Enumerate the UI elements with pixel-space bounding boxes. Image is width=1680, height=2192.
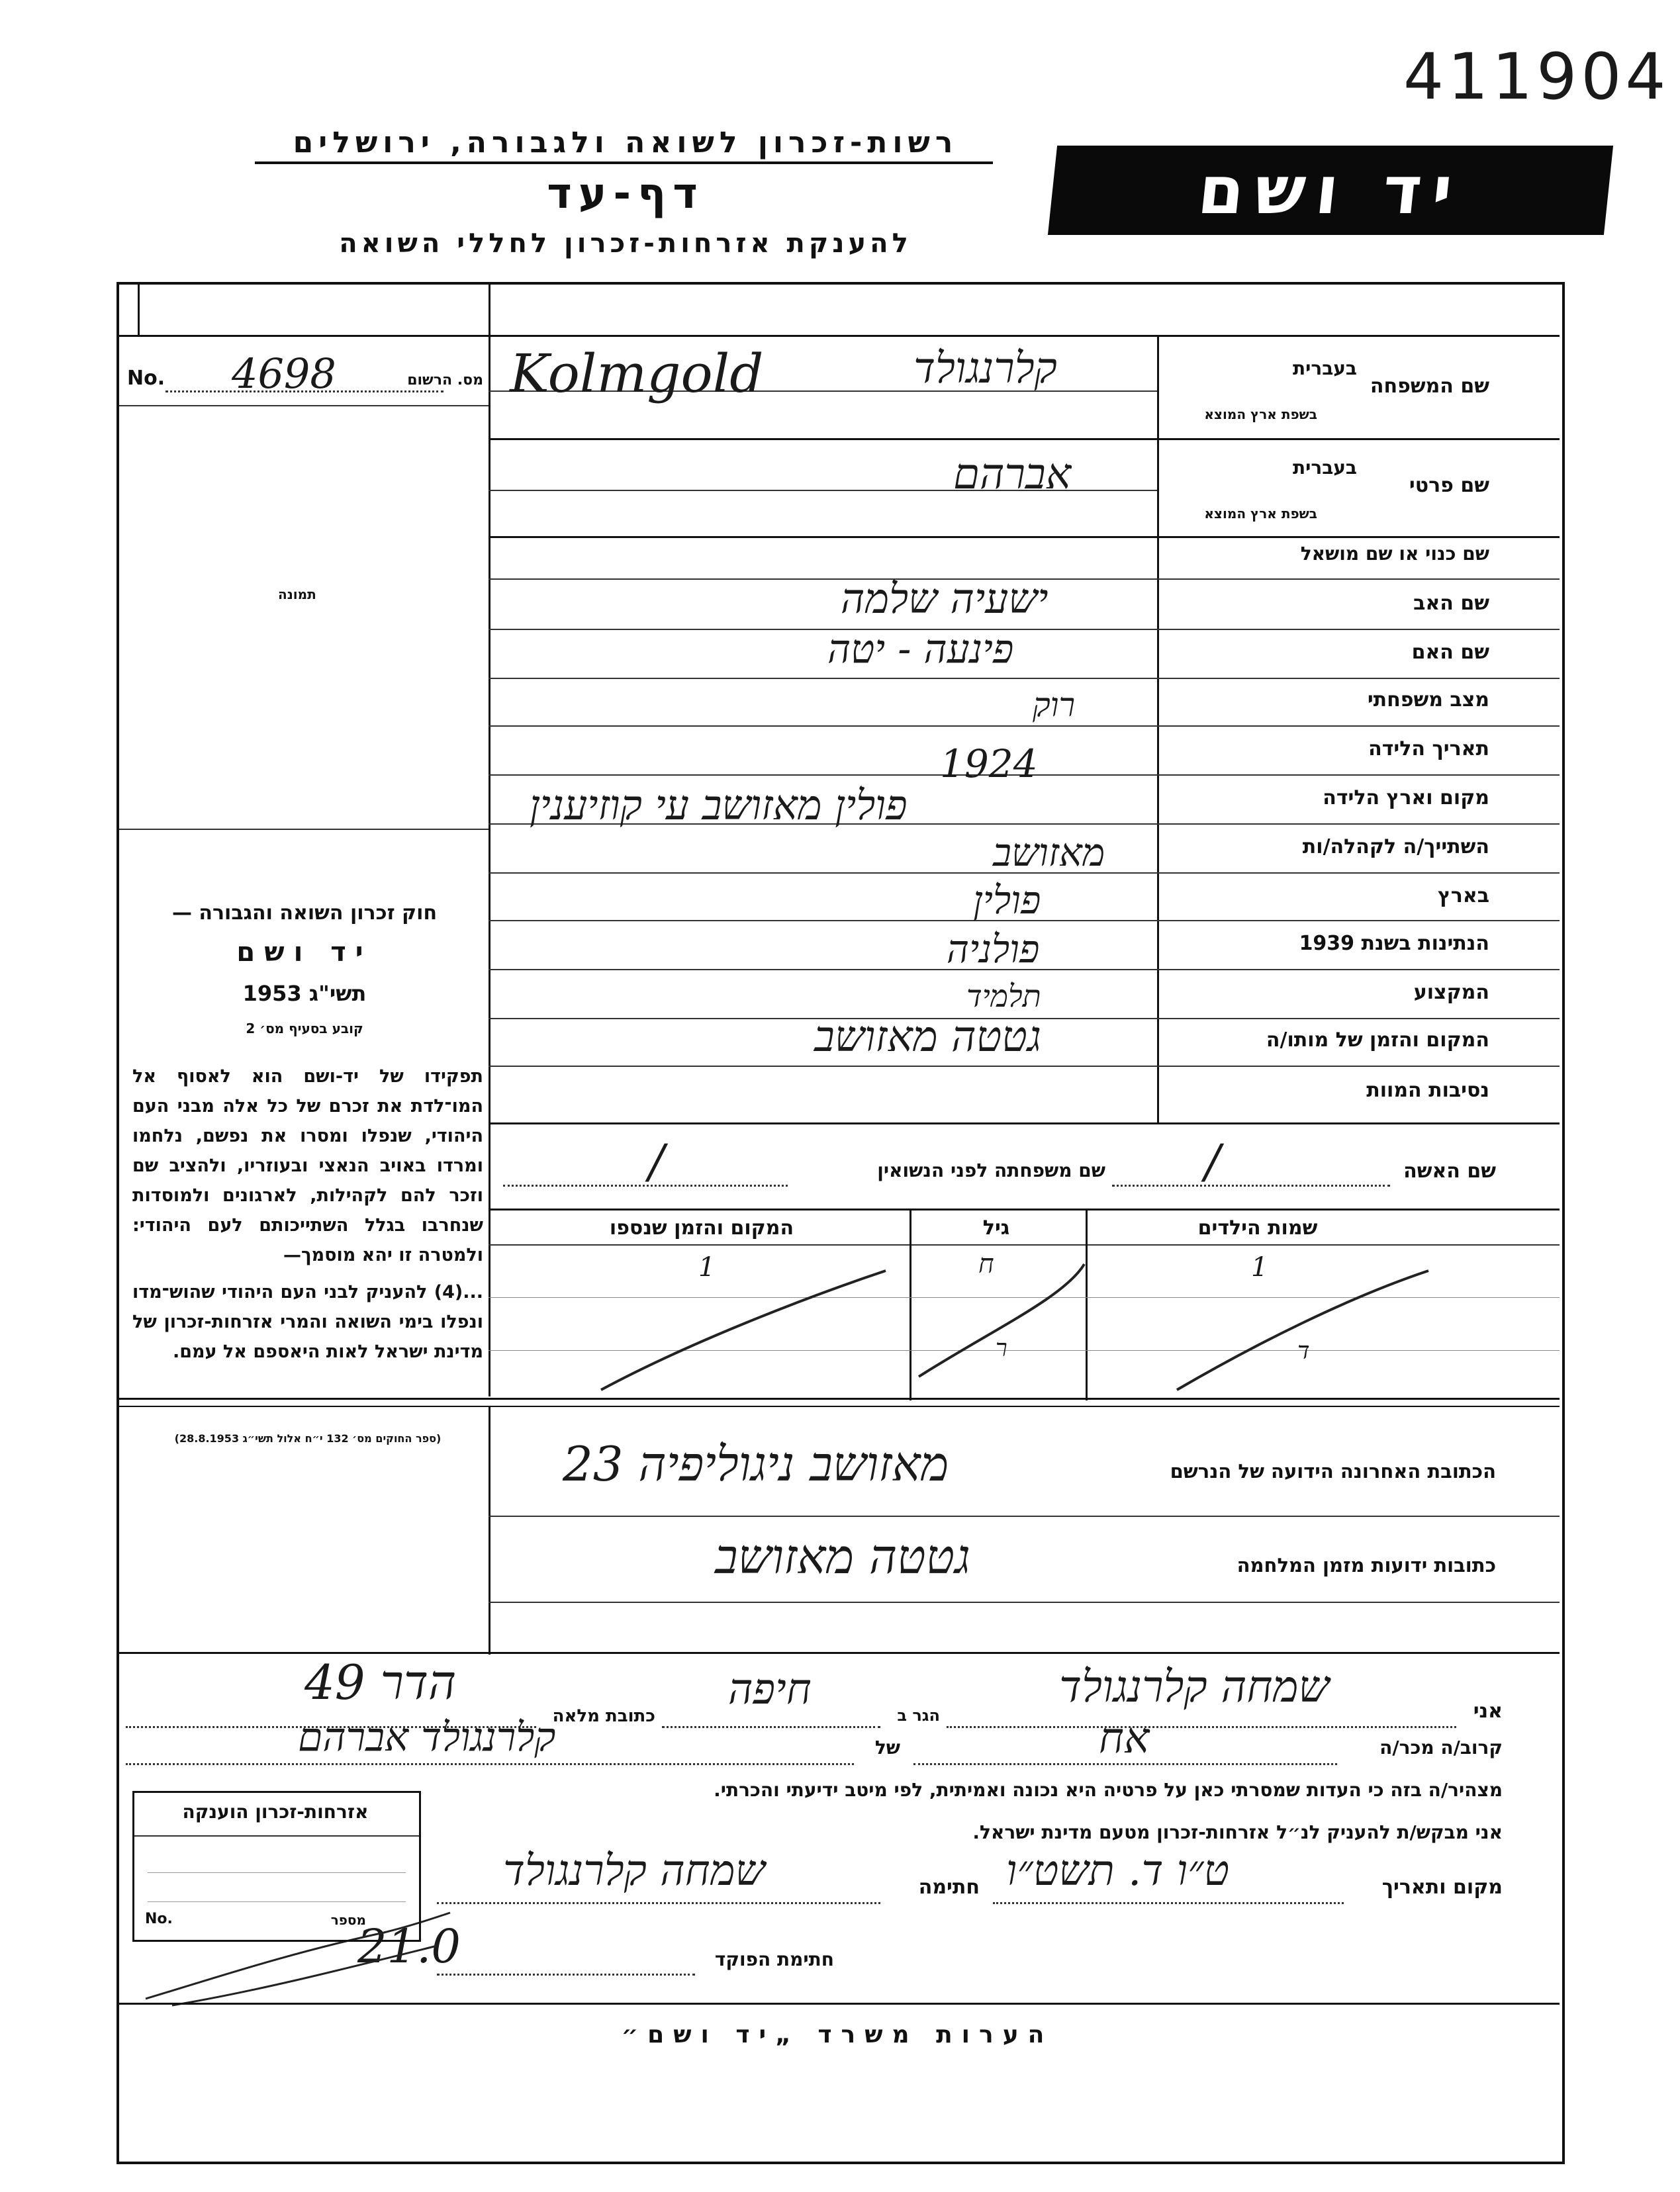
grant-box-title: אזרחות-זכרון הוענקה bbox=[182, 1801, 369, 1823]
authority-title: רשות-זכרון לשואה ולגבורה, ירושלים bbox=[293, 126, 958, 160]
child-mark-3: 1 bbox=[1251, 1252, 1268, 1283]
nickname-label: שם כנוי או שם מושאל bbox=[1300, 543, 1489, 565]
declaration-text: מצהיר/ה בזה כי העדות שמסרתי כאן על פרטיה היא נכונה ואמיתית, לפי מיטב ידיעתי והכרתי. bbox=[714, 1779, 1503, 1801]
last-address-value: מאזושב ניגוליפיה 23 bbox=[563, 1436, 949, 1492]
father-value: ישעיה שלמה bbox=[841, 574, 1049, 623]
law-paragraph-1: תפקידו של יד-ושם הוא לאסוף אל המו־לדת את זכרם של כל אלה מבני העם היהודי, שנפלו ומסרו את נפשם, נלחמו ומרדו באויב הנאצי ובעוזריו, ולהציב שם וזכר להם לקהילות, לארגונים ולמוסדות שנחרבו בגלל השתייכותם לעם היהודי: ולמטרה זו יהא מוסמך— bbox=[132, 1066, 483, 1265]
war-address-value: גטטה מאזושב bbox=[715, 1529, 970, 1584]
law-year: תשי"ג 1953 bbox=[242, 981, 367, 1006]
of-label: של bbox=[874, 1737, 900, 1758]
death-place-value: גטטה מאזושב bbox=[814, 1013, 1041, 1062]
profession-value: תלמיד bbox=[966, 978, 1041, 1014]
family-name-hebrew-value: קלרנגולד bbox=[913, 344, 1057, 393]
place-date-label: מקום ותאריך bbox=[1381, 1876, 1503, 1899]
first-name-label: שם פרטי bbox=[1409, 474, 1489, 497]
document-subtitle: להענקת אזרחות-זכרון לחללי השואה bbox=[339, 228, 912, 259]
document-title: דף-עד bbox=[547, 169, 704, 218]
wife-value: / bbox=[1205, 1134, 1221, 1189]
children-age-header: גיל bbox=[982, 1216, 1010, 1240]
profession-label: המקצוע bbox=[1413, 981, 1489, 1004]
first-name-hebrew-label: בעברית bbox=[1292, 457, 1357, 479]
registration-label: מס. הרשום bbox=[407, 372, 483, 388]
declarant-address: הדר 49 bbox=[304, 1655, 457, 1710]
declarant-ani: אני bbox=[1473, 1700, 1503, 1723]
officer-signature-value: 21.0 bbox=[357, 1919, 461, 1974]
signature-label: חתימה bbox=[918, 1876, 980, 1899]
family-name-origin-value: Kolmgold bbox=[510, 343, 764, 404]
strike-line-place bbox=[601, 1271, 886, 1390]
grant-box bbox=[132, 1791, 421, 1942]
mother-label: שם האם bbox=[1411, 641, 1489, 664]
declarant-name: שמחה קלרנגולד bbox=[1059, 1661, 1330, 1712]
office-notes-label: הערות משרד „יד ושם״ bbox=[621, 2021, 1054, 2048]
yad-vashem-logo bbox=[1048, 146, 1613, 235]
law-name: יד ושם bbox=[236, 937, 373, 968]
death-place-label: המקום והזמן של מותו/ה bbox=[1266, 1028, 1489, 1052]
child-mark-2: ח bbox=[978, 1249, 994, 1279]
place-date-value: ט״ו ד. תשט״ו bbox=[1006, 1847, 1230, 1895]
first-name-origin-label: בשפת ארץ המוצא bbox=[1204, 506, 1317, 522]
child-mark-5: ד bbox=[1297, 1338, 1310, 1365]
label-column-divider bbox=[1157, 335, 1159, 1124]
child-mark-4: ר bbox=[996, 1335, 1007, 1362]
birthplace-label: מקום וארץ הלידה bbox=[1323, 786, 1489, 809]
relative-label: קרוב/ה מכר/ה bbox=[1379, 1737, 1503, 1758]
declarant-address-label: כתובת מלאה bbox=[552, 1706, 655, 1726]
logo-text: יד ושם bbox=[1194, 152, 1467, 229]
registration-number: 4698 bbox=[232, 349, 336, 398]
photo-label: תמונה bbox=[278, 586, 316, 602]
declarant-city: חיפה bbox=[728, 1665, 812, 1714]
father-label: שם האב bbox=[1413, 592, 1489, 615]
law-section: קובע בסעיף מס׳ 2 bbox=[246, 1021, 363, 1036]
law-reference: (ספר החוקים מס׳ 132 י״ח אלול תשי״ג 28.8.1953) bbox=[174, 1432, 442, 1445]
children-strikethrough bbox=[489, 1244, 1560, 1403]
maiden-name-value: / bbox=[649, 1134, 665, 1189]
family-name-label: שם המשפחה bbox=[1370, 375, 1489, 398]
child-mark-1: 1 bbox=[698, 1252, 716, 1283]
birthdate-value: 1924 bbox=[940, 741, 1038, 786]
declarant-resides-label: הגר ב bbox=[897, 1706, 940, 1725]
signature-value: שמחה קלרנגולד bbox=[503, 1847, 765, 1895]
birthdate-label: תאריך הלידה bbox=[1368, 737, 1489, 760]
first-name-hebrew-value: אברהם bbox=[953, 450, 1072, 499]
children-place-header: המקום והזמן שנספו bbox=[609, 1216, 794, 1240]
community-value: מאזושב bbox=[993, 830, 1105, 875]
officer-signature-label: חתימת הפוקד bbox=[714, 1948, 834, 1970]
citizenship-label: הנתינות בשנת 1939 bbox=[1299, 932, 1489, 955]
wife-label: שם האשה bbox=[1403, 1160, 1496, 1183]
law-paragraph-2: ...(4) להעניק לבני העם היהודי שהוש־מדו ונפלו בימי השואה והמרי אזרחות-זכרון של מדינת ישראל לאות היאספם אל עמם. bbox=[132, 1282, 483, 1362]
community-label: השתייך/ה לקהלה/ות bbox=[1302, 835, 1489, 858]
registration-no-label: No. bbox=[127, 367, 165, 390]
war-address-label: כתובות ידועות מזמן המלחמה bbox=[1237, 1554, 1496, 1576]
maiden-name-label: שם משפחתה לפני הנשואין bbox=[877, 1160, 1105, 1181]
top-strip-line bbox=[119, 335, 1560, 337]
left-column-divider bbox=[489, 285, 490, 1396]
mother-value: פינעה - יטה bbox=[827, 626, 1014, 672]
law-title: חוק זכרון השואה והגבורה — bbox=[171, 901, 438, 925]
strike-line-names bbox=[1177, 1271, 1428, 1390]
country-label: בארץ bbox=[1437, 884, 1489, 907]
marital-value: רוק bbox=[1033, 686, 1076, 724]
last-address-label: הכתובת האחרונה הידועה של הנרשם bbox=[1170, 1460, 1496, 1483]
authority-underline bbox=[255, 161, 993, 164]
birthplace-value: פולין מאזושב עי קוזיענין bbox=[530, 781, 908, 829]
country-value: פולין bbox=[973, 878, 1041, 923]
children-names-header: שמות הילדים bbox=[1197, 1216, 1318, 1240]
grant-box-number-label: מספר bbox=[330, 1912, 366, 1928]
marital-label: מצב משפחתי bbox=[1367, 688, 1489, 711]
of-value: קלרנגולד אברהם bbox=[298, 1714, 556, 1760]
grant-box-no-label: No. bbox=[145, 1911, 173, 1927]
family-name-hebrew-label: בעברית bbox=[1292, 357, 1357, 379]
family-name-origin-label: בשפת ארץ המוצא bbox=[1204, 406, 1317, 422]
relation-value: אח bbox=[1099, 1714, 1150, 1763]
citizenship-value: פולניה bbox=[947, 927, 1040, 972]
request-text: אני מבקש/ת להעניק לנ״ל אזרחות-זכרון מטעם מדינת ישראל. bbox=[972, 1821, 1503, 1843]
death-circumstances-label: נסיבות המוות bbox=[1366, 1079, 1489, 1102]
archive-number: 411904 bbox=[1403, 40, 1670, 114]
